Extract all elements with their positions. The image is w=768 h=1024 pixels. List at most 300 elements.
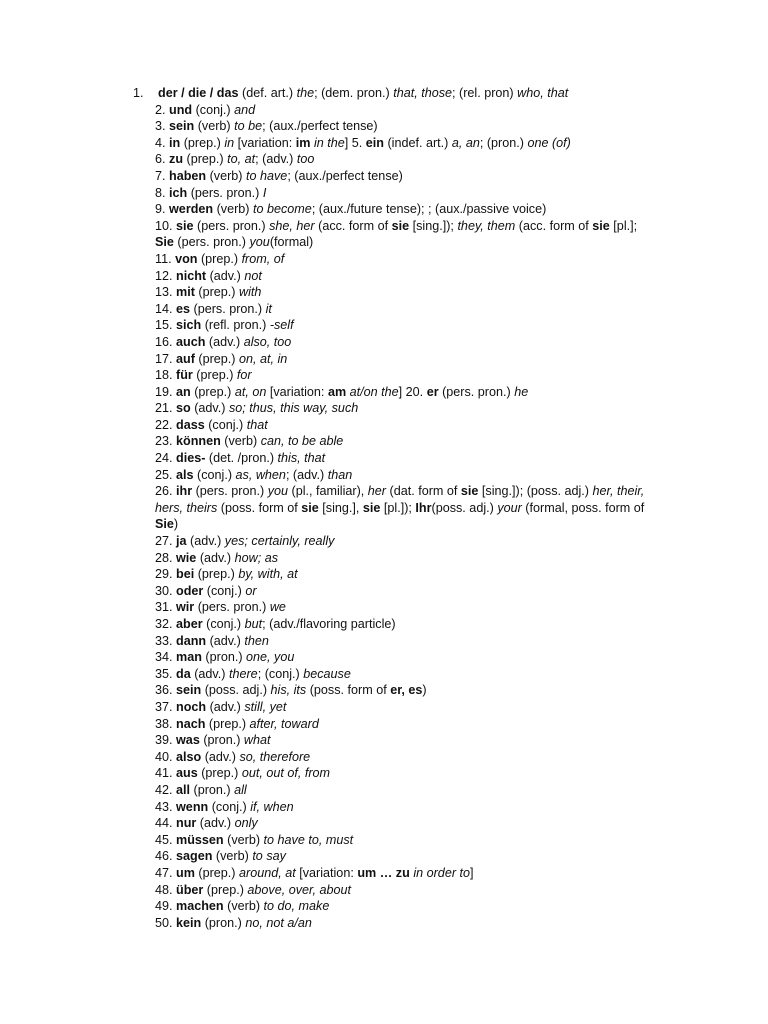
german-word: sich	[176, 318, 202, 333]
vocab-entry	[155, 317, 645, 334]
entry-number: 19.	[155, 384, 173, 399]
grammar-note: (verb)	[223, 899, 264, 914]
german-word: so	[176, 401, 191, 416]
entry-number: 27.	[155, 534, 173, 549]
entry-number: 9.	[155, 202, 166, 217]
grammar-note: (verb)	[194, 119, 235, 134]
english-meaning: if, when	[250, 799, 294, 814]
grammar-note: (conj.)	[204, 417, 247, 432]
english-meaning: at/on the	[349, 384, 399, 399]
english-meaning: than	[327, 467, 353, 482]
grammar-note: ; (aux./future tense); ; (aux./passive voice)	[311, 202, 547, 217]
german-word: sie	[391, 218, 410, 233]
german-word: auch	[176, 334, 206, 349]
vocab-entry	[155, 218, 645, 251]
german-word: sie	[176, 218, 194, 233]
english-meaning: on, at, in	[239, 351, 288, 366]
entry-number: 46.	[155, 849, 173, 864]
english-meaning: who, that	[517, 86, 569, 100]
english-meaning: to do, make	[263, 899, 330, 914]
grammar-note: (pron.)	[190, 782, 235, 797]
grammar-note: (poss. adj.)	[431, 500, 498, 515]
vocab-entry	[155, 915, 645, 932]
grammar-note: ; (conj.)	[257, 666, 304, 681]
entry-number: 12.	[155, 268, 173, 283]
english-meaning: to have to, must	[263, 832, 354, 847]
entry-number: 2.	[155, 102, 166, 117]
grammar-note: )	[173, 517, 179, 532]
entry-number: 28.	[155, 550, 173, 565]
grammar-note: (acc. form of	[515, 218, 593, 233]
grammar-note: (prep.)	[180, 135, 225, 150]
vocab-entry	[155, 832, 645, 849]
german-word: er	[426, 384, 439, 399]
english-meaning: we	[269, 600, 286, 615]
german-word: aus	[176, 766, 198, 781]
entry-number: 37.	[155, 699, 173, 714]
grammar-note: (adv.)	[206, 268, 245, 283]
english-meaning: in the	[313, 135, 345, 150]
english-meaning: but	[244, 617, 263, 631]
entry-number: 17.	[155, 351, 173, 366]
german-word: für	[176, 368, 193, 383]
entry-number: 35.	[155, 666, 173, 681]
german-word: im	[295, 135, 311, 150]
entry-number: 6.	[155, 152, 166, 167]
german-word: sein	[176, 683, 202, 698]
german-word: sagen	[176, 849, 213, 864]
grammar-note: (pron.)	[199, 733, 244, 748]
entry-number: 14.	[155, 301, 173, 316]
entry-number: 39.	[155, 733, 173, 748]
grammar-note: [pl.]);	[380, 500, 416, 515]
vocab-entry	[155, 599, 645, 616]
german-word: oder	[176, 583, 204, 598]
grammar-note: (prep.)	[194, 351, 239, 366]
entry-number: 49.	[155, 899, 173, 914]
english-meaning: out, out of, from	[241, 766, 331, 781]
english-meaning: to become	[253, 202, 312, 217]
grammar-note: [sing.]); (poss. adj.)	[478, 484, 593, 499]
vocab-entry	[155, 417, 645, 434]
german-word: da	[176, 666, 191, 681]
vocab-entry	[155, 168, 645, 185]
entry-number: 41.	[155, 766, 173, 781]
grammar-note: (prep.)	[194, 285, 239, 300]
vocab-entry	[155, 882, 645, 899]
german-word: wenn	[176, 799, 209, 814]
entry-number: 30.	[155, 583, 173, 598]
grammar-note: (conj.)	[203, 583, 246, 598]
grammar-note: ; (adv.)	[255, 152, 297, 167]
vocab-entry	[155, 716, 645, 733]
german-word: können	[176, 434, 221, 449]
entry-number: 50.	[155, 915, 173, 930]
english-meaning: so; thus, this way, such	[228, 401, 359, 416]
vocab-entry	[155, 135, 645, 152]
english-meaning: because	[303, 666, 351, 681]
grammar-note: (formal, poss. form of	[521, 500, 645, 515]
grammar-note: (verb)	[212, 849, 253, 864]
grammar-note: ; (aux./perfect tense)	[287, 168, 403, 183]
grammar-note: (prep.)	[203, 882, 248, 897]
vocab-entry	[155, 550, 645, 567]
grammar-note: (pl., familiar),	[288, 484, 368, 499]
english-meaning: it	[265, 301, 272, 316]
english-meaning: one, you	[246, 650, 295, 665]
grammar-note: (prep.)	[194, 865, 239, 880]
grammar-note: (acc. form of	[314, 218, 392, 233]
grammar-note: ; (adv./flavoring particle)	[262, 617, 396, 631]
grammar-note: (det. /pron.)	[205, 451, 278, 466]
german-word: noch	[176, 699, 207, 714]
entry-number: 18.	[155, 368, 173, 383]
german-word: aber	[176, 617, 203, 631]
vocab-entry	[155, 749, 645, 766]
vocab-entry	[155, 400, 645, 417]
german-word: um	[176, 865, 195, 880]
german-word: dass	[176, 417, 205, 432]
grammar-note: ; (rel. pron)	[452, 86, 518, 100]
vocab-entry	[155, 118, 645, 135]
english-meaning: too	[296, 152, 315, 167]
german-word: Ihr	[415, 500, 432, 515]
grammar-note: [variation:	[234, 135, 296, 150]
german-word: ihr	[176, 484, 193, 499]
english-meaning: her, their, hers, theirs	[155, 484, 645, 515]
vocab-entry	[155, 782, 645, 799]
german-word: sie	[460, 484, 479, 499]
vocab-entry	[155, 433, 645, 450]
grammar-note: (pron.)	[201, 650, 247, 665]
english-meaning: what	[243, 733, 271, 748]
english-meaning: I	[262, 185, 267, 200]
entry-number: 44.	[155, 816, 173, 831]
english-meaning: to say	[252, 849, 286, 864]
german-word: und	[169, 102, 193, 117]
german-word: ich	[169, 185, 188, 200]
entry-number: 15.	[155, 318, 173, 333]
english-meaning: you	[267, 484, 289, 499]
german-word: an	[176, 384, 191, 399]
english-meaning: with	[239, 285, 262, 300]
vocab-entry	[155, 384, 645, 401]
german-word: dann	[176, 633, 207, 648]
grammar-note: (prep.)	[183, 152, 228, 167]
german-word: dies-	[176, 451, 206, 466]
english-meaning: and	[234, 102, 256, 117]
german-word: es	[176, 301, 191, 316]
english-meaning: no, not a/an	[245, 915, 312, 930]
entry-number: 40.	[155, 749, 173, 764]
grammar-note: (pers. pron.)	[187, 185, 263, 200]
german-word: bei	[176, 567, 195, 582]
english-meaning: she, her	[269, 218, 315, 233]
vocab-entry	[155, 301, 645, 318]
grammar-note: )	[422, 683, 427, 698]
vocab-entry	[155, 251, 645, 268]
entry-number: 11.	[155, 251, 172, 266]
vocab-entry	[155, 467, 645, 484]
entry-number: 32.	[155, 617, 173, 631]
grammar-note: (refl. pron.)	[201, 318, 270, 333]
english-meaning: still, yet	[244, 699, 287, 714]
german-word: sie	[592, 218, 610, 233]
entry-number: 45.	[155, 832, 173, 847]
english-meaning: in order to	[413, 865, 471, 880]
vocab-entry	[155, 616, 645, 633]
english-meaning: at, on	[234, 384, 267, 399]
german-word: nach	[176, 716, 206, 731]
grammar-note: (prep.)	[205, 716, 250, 731]
grammar-note: (conj.)	[208, 799, 251, 814]
grammar-note: (indef. art.)	[383, 135, 452, 150]
german-word: über	[176, 882, 204, 897]
vocab-entry	[155, 898, 645, 915]
vocab-entry	[155, 351, 645, 368]
german-word: sie	[301, 500, 319, 515]
english-meaning: this, that	[277, 451, 326, 466]
vocab-entry	[155, 666, 645, 683]
grammar-note: (dat. form of	[386, 484, 461, 499]
grammar-note: (conj.)	[193, 467, 236, 482]
vocab-entry	[155, 732, 645, 749]
vocab-entry	[155, 799, 645, 816]
vocab-entry	[155, 682, 645, 699]
grammar-note: (adv.)	[190, 666, 229, 681]
german-word: als	[176, 467, 194, 482]
entry-number: 21.	[155, 401, 173, 416]
grammar-note: (poss. form of	[217, 500, 302, 515]
entry-number: 3.	[155, 119, 166, 134]
vocab-entry	[155, 483, 645, 533]
grammar-note: (prep.)	[197, 251, 242, 266]
english-meaning: only	[234, 816, 258, 831]
vocab-entry	[155, 583, 645, 600]
grammar-note: (prep.)	[192, 368, 237, 383]
vocab-entry	[155, 185, 645, 202]
vocab-entry-list	[155, 102, 645, 932]
grammar-note: (prep.)	[197, 766, 242, 781]
english-meaning: you	[249, 235, 270, 250]
grammar-note: [variation:	[266, 384, 328, 399]
grammar-note: (pron.)	[201, 915, 246, 930]
german-word: von	[175, 251, 198, 266]
grammar-note: (adv.)	[206, 633, 245, 648]
entry-number: 22.	[155, 417, 173, 432]
entry-number: 1.	[133, 86, 144, 100]
german-word: kein	[176, 915, 202, 930]
german-word: Sie	[155, 235, 174, 250]
grammar-note: (adv.)	[186, 534, 225, 549]
entry-number: 13.	[155, 285, 173, 300]
entry-number: 47.	[155, 865, 173, 880]
grammar-note: [pl.];	[609, 218, 638, 233]
german-word: werden	[169, 202, 214, 217]
german-word: in	[169, 135, 181, 150]
english-meaning: also, too	[243, 334, 292, 349]
english-meaning: not	[244, 268, 262, 283]
german-word: nur	[176, 816, 197, 831]
entry-number: 26.	[155, 484, 173, 499]
vocab-entry	[155, 848, 645, 865]
german-word: auf	[176, 351, 195, 366]
vocab-entry	[155, 367, 645, 384]
grammar-note: (adv.)	[206, 699, 245, 714]
english-meaning: to have	[246, 168, 288, 183]
grammar-note: (adv.)	[205, 334, 244, 349]
entry-number: 31.	[155, 600, 173, 615]
grammar-note: (def. art.)	[238, 86, 297, 100]
english-meaning: as, when	[235, 467, 286, 482]
english-meaning: how; as	[234, 550, 278, 565]
german-word: wie	[176, 550, 197, 565]
vocab-entry	[155, 533, 645, 550]
vocab-entry	[155, 450, 645, 467]
entry-number: 43.	[155, 799, 173, 814]
grammar-note: (pers. pron.)	[194, 600, 270, 615]
german-word: ja	[176, 534, 187, 549]
german-word: sein	[169, 119, 195, 134]
grammar-note: ] 5.	[344, 135, 366, 150]
english-meaning: after, toward	[249, 716, 319, 731]
english-meaning: to, at	[227, 152, 256, 167]
entry-number: 38.	[155, 716, 173, 731]
english-meaning: they, them	[457, 218, 516, 233]
grammar-note: (conj.)	[192, 102, 235, 117]
english-meaning: your	[497, 500, 522, 515]
grammar-note: (verb)	[206, 168, 246, 183]
vocab-entry	[155, 284, 645, 301]
english-meaning: above, over, about	[247, 882, 352, 897]
vocab-entry	[155, 102, 645, 119]
english-meaning: his, its	[270, 683, 307, 698]
grammar-note: (prep.)	[190, 384, 235, 399]
english-meaning: for	[236, 368, 252, 383]
english-meaning: yes; certainly, really	[224, 534, 335, 549]
entry-number: 34.	[155, 650, 173, 665]
entry-number: 23.	[155, 434, 173, 449]
english-meaning: -self	[269, 318, 294, 333]
english-meaning: one (of)	[527, 135, 571, 150]
grammar-note: (pers. pron.)	[192, 484, 268, 499]
english-meaning: her	[367, 484, 386, 499]
grammar-note: (verb)	[223, 832, 264, 847]
entry-number: 36.	[155, 683, 173, 698]
entry-number: 33.	[155, 633, 173, 648]
entry-number: 24.	[155, 451, 173, 466]
grammar-note: ; (adv.)	[285, 467, 328, 482]
vocab-entry-first	[133, 85, 568, 102]
vocab-entry	[155, 334, 645, 351]
vocab-entry	[155, 649, 645, 666]
grammar-note: (pers. pron.)	[438, 384, 515, 399]
grammar-note: ; (dem. pron.)	[314, 86, 394, 100]
vocab-entry	[155, 201, 645, 218]
german-word: nicht	[176, 268, 207, 283]
grammar-note: ]	[470, 865, 474, 880]
english-meaning: that, those	[393, 86, 453, 100]
vocab-entry	[155, 151, 645, 168]
entry-number: 25.	[155, 467, 173, 482]
vocab-entry	[155, 268, 645, 285]
entry-number: 4.	[155, 135, 166, 150]
entry-number: 42.	[155, 782, 173, 797]
english-meaning: he	[514, 384, 529, 399]
vocab-entry	[155, 765, 645, 782]
entry-number: 48.	[155, 882, 173, 897]
grammar-note: (formal)	[269, 235, 314, 250]
entry-number: 29.	[155, 567, 173, 582]
german-word: sie	[362, 500, 381, 515]
german-word: er, es	[390, 683, 423, 698]
english-meaning: all	[234, 782, 247, 797]
grammar-note: (adv.)	[196, 816, 235, 831]
german-word: der / die / das	[158, 86, 239, 100]
german-word: wir	[176, 600, 195, 615]
grammar-note: (pers. pron.)	[173, 235, 250, 250]
vocab-entry	[155, 815, 645, 832]
grammar-note: [sing.]);	[409, 218, 458, 233]
english-meaning: to be	[234, 119, 263, 134]
english-meaning: a, an	[451, 135, 480, 150]
english-meaning: from, of	[241, 251, 285, 266]
grammar-note: (poss. adj.)	[201, 683, 271, 698]
vocab-entry	[155, 633, 645, 650]
english-meaning: that	[246, 417, 268, 432]
german-word: machen	[176, 899, 224, 914]
english-meaning: so, therefore	[239, 749, 311, 764]
german-word: mit	[176, 285, 195, 300]
entry-number: 8.	[155, 185, 166, 200]
grammar-note: (pers. pron.)	[190, 301, 266, 316]
grammar-note: (conj.)	[202, 617, 245, 631]
grammar-note: (poss. form of	[306, 683, 391, 698]
entry-number: 7.	[155, 168, 166, 183]
grammar-note: (pers. pron.)	[193, 218, 270, 233]
grammar-note: (adv.)	[196, 550, 235, 565]
grammar-note: (verb)	[213, 202, 253, 217]
grammar-note: (verb)	[220, 434, 261, 449]
german-word: all	[176, 782, 191, 797]
grammar-note: (prep.)	[194, 567, 239, 582]
german-word: haben	[169, 168, 207, 183]
english-meaning: around, at	[239, 865, 296, 880]
german-word: ein	[365, 135, 384, 150]
english-meaning: the	[296, 86, 315, 100]
english-meaning: there	[228, 666, 258, 681]
vocab-entry	[155, 865, 645, 882]
german-word: um … zu	[357, 865, 410, 880]
entry-number: 10.	[155, 218, 173, 233]
english-meaning: can, to be able	[260, 434, 344, 449]
grammar-note: [variation:	[295, 865, 358, 880]
german-word: man	[176, 650, 202, 665]
english-meaning: by, with, at	[238, 567, 298, 582]
grammar-note: [sing.],	[318, 500, 363, 515]
vocab-entry	[155, 566, 645, 583]
english-meaning: or	[245, 583, 257, 598]
grammar-note: ; (pron.)	[479, 135, 528, 150]
german-word: was	[176, 733, 200, 748]
grammar-note: ] 20.	[398, 384, 427, 399]
german-word: am	[327, 384, 347, 399]
grammar-note: ; (aux./perfect tense)	[262, 119, 378, 134]
german-word: zu	[169, 152, 184, 167]
german-word: müssen	[176, 832, 224, 847]
vocab-entry	[155, 699, 645, 716]
english-meaning: then	[244, 633, 269, 648]
